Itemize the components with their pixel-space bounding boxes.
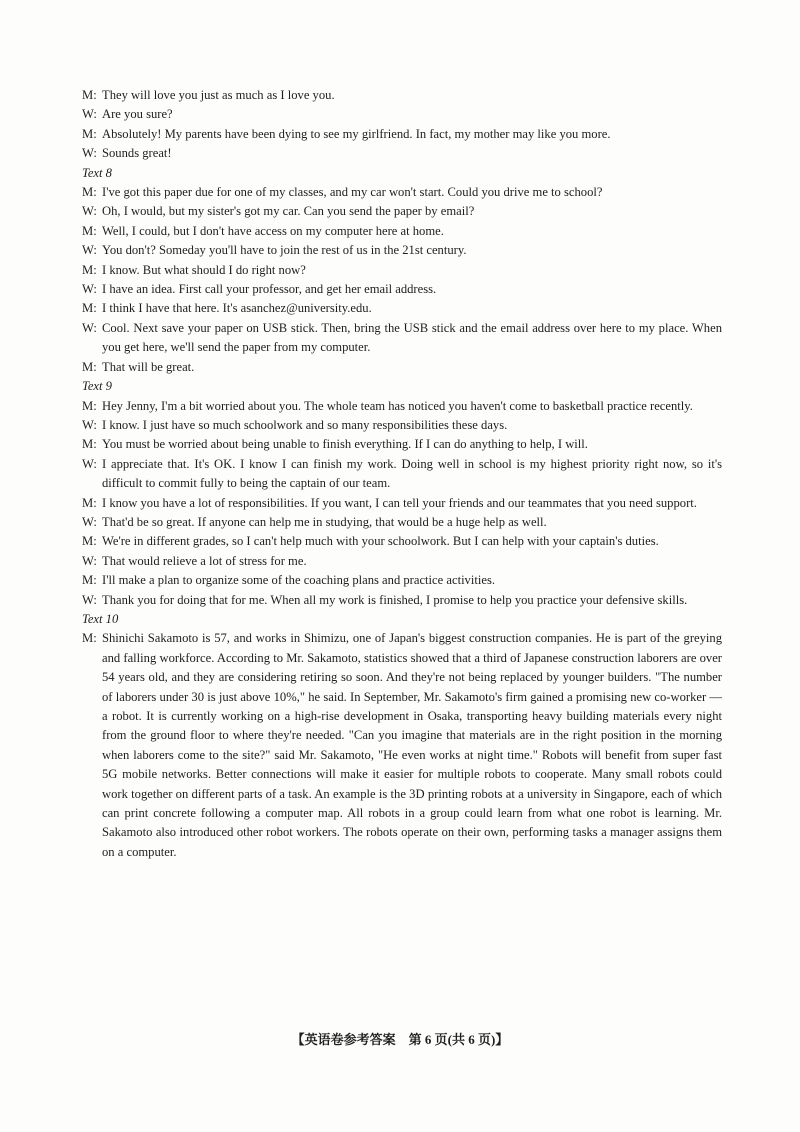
dialogue-text: Hey Jenny, I'm a bit worried about you. The whole team has noticed you haven't come to basketball practice recently. (102, 398, 693, 413)
speaker-label: W: (82, 456, 97, 471)
speaker-label: M: (82, 359, 97, 374)
dialogue-text: Thank you for doing that for me. When all my work is finished, I promise to help you practice your defensive skills. (102, 592, 688, 607)
dialogue-line (82, 125, 722, 144)
dialogue-line (82, 144, 722, 163)
speaker-label: M: (82, 495, 97, 510)
dialogue-line (82, 629, 722, 862)
speaker-label: M: (82, 437, 97, 452)
speaker-label: W: (82, 553, 97, 568)
dialogue-text: I think I have that here. It's asanchez@university.edu. (102, 301, 372, 316)
speaker-label: M: (82, 262, 97, 277)
dialogue-text: I know you have a lot of responsibilities. If you want, I can tell your friends and our teammates that you need support. (102, 495, 697, 510)
dialogue-text: I know. I just have so much schoolwork and so many responsibilities these days. (102, 417, 508, 432)
section-heading: Text 8 (82, 165, 112, 180)
dialogue-line (82, 591, 722, 610)
speaker-label: M: (82, 534, 97, 549)
dialogue-line (82, 319, 722, 358)
dialogue-line (82, 455, 722, 494)
dialogue-text: Are you sure? (102, 107, 173, 122)
speaker-label: M: (82, 631, 97, 646)
dialogue-text: We're in different grades, so I can't help much with your schoolwork. But I can help with your captain's duties. (102, 534, 659, 549)
dialogue-line (82, 261, 722, 280)
dialogue-line (82, 86, 722, 105)
speaker-label: M: (82, 126, 97, 141)
dialogue-text: Sounds great! (102, 146, 172, 161)
speaker-label: W: (82, 204, 97, 219)
dialogue-text: Oh, I would, but my sister's got my car. Can you send the paper by email? (102, 204, 475, 219)
speaker-label: W: (82, 320, 97, 335)
dialogue-line (82, 202, 722, 221)
dialogue-text: I appreciate that. It's OK. I know I can finish my work. Doing well in school is my highest priority right now, so it's difficult to commit fully to being the captain of our team. (102, 456, 722, 491)
speaker-label: W: (82, 514, 97, 529)
speaker-label: M: (82, 223, 97, 238)
dialogue-text: I'll make a plan to organize some of the coaching plans and practice activities. (102, 573, 495, 588)
speaker-label: W: (82, 592, 97, 607)
dialogue-text: I know. But what should I do right now? (102, 262, 306, 277)
dialogue-text: Well, I could, but I don't have access on my computer here at home. (102, 223, 444, 238)
dialogue-line (82, 222, 722, 241)
dialogue-line (82, 571, 722, 590)
dialogue-text: You must be worried about being unable to finish everything. If I can do anything to help, I will. (102, 437, 588, 452)
dialogue-text: Cool. Next save your paper on USB stick. Then, bring the USB stick and the email address over here to my place. When you get here, we'll send the paper from my computer. (102, 320, 722, 355)
page-footer: 【英语卷参考答案 第 6 页(共 6 页)】 (291, 1032, 509, 1047)
speaker-label: W: (82, 107, 97, 122)
dialogue-line (82, 280, 722, 299)
speaker-label: W: (82, 282, 97, 297)
speaker-label: M: (82, 573, 97, 588)
speaker-label: W: (82, 417, 97, 432)
dialogue-text: Absolutely! My parents have been dying to see my girlfriend. In fact, my mother may like you more. (102, 126, 611, 141)
dialogue-text: I've got this paper due for one of my classes, and my car won't start. Could you drive me to school? (102, 185, 603, 200)
section-heading: Text 10 (82, 611, 119, 626)
speaker-label: M: (82, 398, 97, 413)
dialogue-line (82, 105, 722, 124)
dialogue-line (82, 299, 722, 318)
dialogue-line (82, 532, 722, 551)
speaker-label: M: (82, 301, 97, 316)
dialogue-line (82, 513, 722, 532)
dialogue-text: I have an idea. First call your professor, and get her email address. (102, 282, 437, 297)
dialogue-text: You don't? Someday you'll have to join the rest of us in the 21st century. (102, 243, 467, 258)
dialogue-text: Shinichi Sakamoto is 57, and works in Shimizu, one of Japan's biggest construction companies. He is part of the greying and falling workforce. According to Mr. Sakamoto, statistics showed that a third of Japanese construction laborers are over 54 years old, and they are considering retiring so soon. And they're not being replaced by younger builders. "The number of laborers under 30 is just above 10%," he said. In September, Mr. Sakamoto's firm gained a promising new co-worker —a robot. It is currently working on a high-rise development in Osaka, transporting heavy building materials every night from the ground floor to where they're needed. "Can you imagine that materials are in the right position in the morning when laborers come to the site?" said Mr. Sakamoto, "He even works at night time." Robots will benefit from super fast 5G mobile networks. Better connections will make it easier for multiple robots to cooperate. Many small robots could work together on different parts of a task. An example is the 3D printing robots at a university in Singapore, each of which can print concrete following a computer map. All robots in a group could learn from what one robot is learning. Mr. Sakamoto also introduced other robot workers. The robots operate on their own, performing tasks a manager assigns them on a computer. (102, 631, 722, 859)
dialogue-line (82, 494, 722, 513)
dialogue-text: They will love you just as much as I love you. (102, 88, 335, 102)
dialogue-text: That will be great. (102, 359, 195, 374)
dialogue-text: That would relieve a lot of stress for me. (102, 553, 307, 568)
speaker-label: M: (82, 88, 97, 102)
dialogue-line (82, 358, 722, 377)
dialogue-line (82, 435, 722, 454)
dialogue-line (82, 552, 722, 571)
dialogue-line (82, 397, 722, 416)
transcript-body (82, 86, 722, 862)
section-heading: Text 9 (82, 379, 112, 394)
dialogue-line (82, 416, 722, 435)
dialogue-text: That'd be so great. If anyone can help me in studying, that would be a huge help as well. (102, 514, 547, 529)
speaker-label: M: (82, 185, 97, 200)
dialogue-line (82, 183, 722, 202)
speaker-label: W: (82, 146, 97, 161)
speaker-label: W: (82, 243, 97, 258)
dialogue-line (82, 241, 722, 260)
